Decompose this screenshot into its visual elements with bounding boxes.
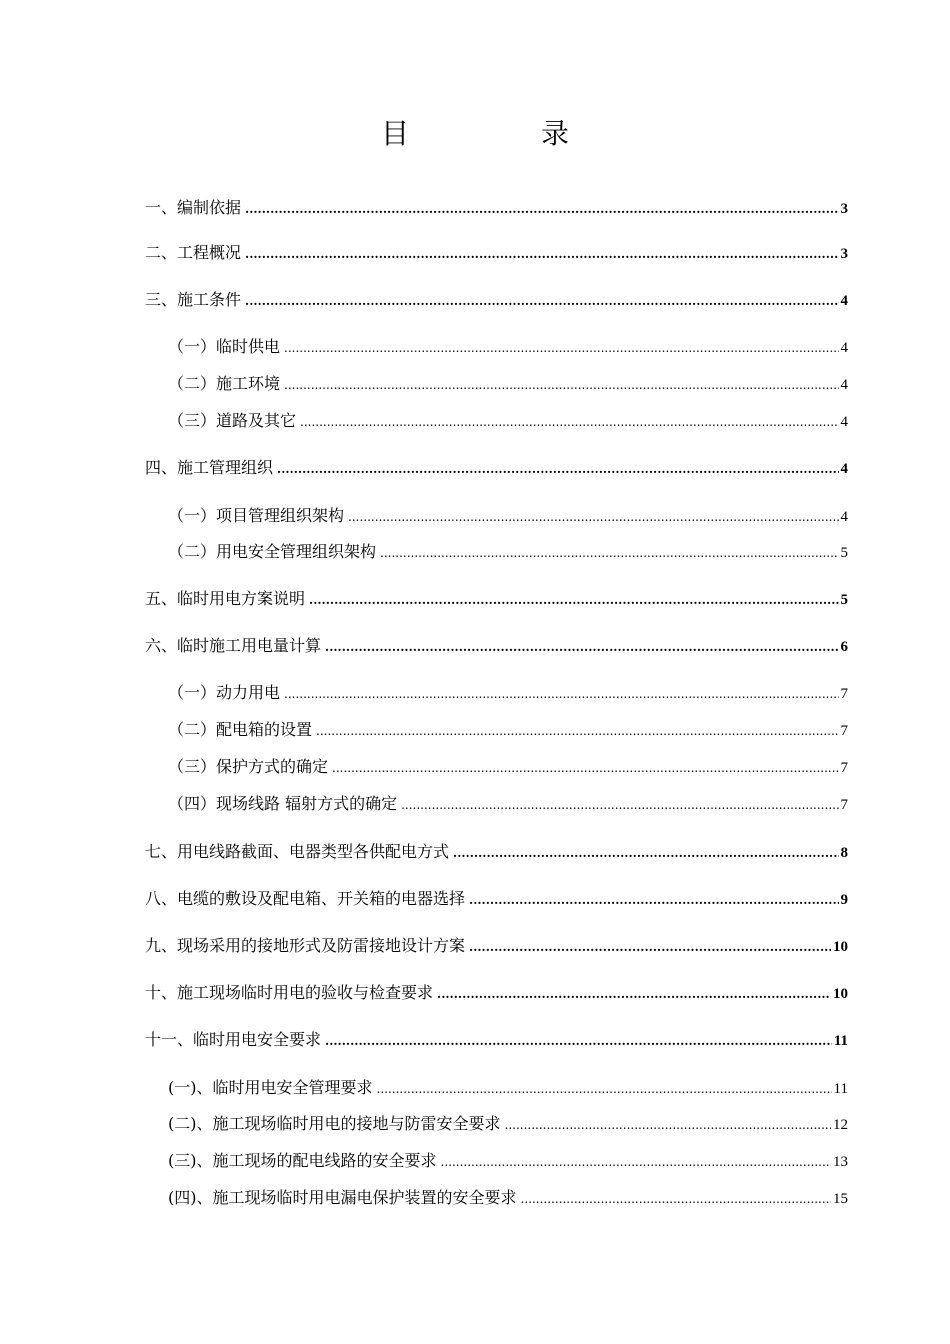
toc-dot-leader <box>401 794 838 816</box>
toc-entry-label: (三)、施工现场的配电线路的安全要求 <box>168 1151 437 1170</box>
toc-dot-leader <box>437 983 831 1005</box>
toc-subentry[interactable] <box>168 756 848 779</box>
toc-subentry[interactable] <box>168 1113 848 1136</box>
toc-page-number: 4 <box>840 461 848 477</box>
toc-page-number: 4 <box>840 414 848 430</box>
toc-dot-leader <box>377 1078 832 1100</box>
toc-subentry[interactable] <box>168 1077 848 1100</box>
toc-entry-label: 二、工程概况 <box>145 243 242 262</box>
toc-page-number: 7 <box>840 723 848 739</box>
toc-subentry[interactable] <box>168 336 848 359</box>
toc-entry-label: 七、用电线路截面、电器类型各供配电方式 <box>145 842 450 861</box>
toc-page-number: 4 <box>840 293 848 309</box>
toc-subentry[interactable] <box>168 541 848 564</box>
toc-page-number: 7 <box>840 760 848 776</box>
toc-dot-leader <box>469 936 831 958</box>
toc-dot-leader <box>325 1030 832 1052</box>
toc-page-number: 10 <box>833 939 848 955</box>
toc-dot-leader <box>469 889 838 911</box>
toc-dot-leader <box>348 506 838 528</box>
toc-page-number: 6 <box>840 639 848 655</box>
toc-dot-leader <box>245 198 838 220</box>
toc-entry-label: (二)、施工现场临时用电的接地与防雷安全要求 <box>168 1114 501 1133</box>
toc-dot-leader <box>380 542 838 564</box>
toc-page-number: 7 <box>840 686 848 702</box>
toc-entry-label: 八、电缆的敷设及配电箱、开关箱的电器选择 <box>145 889 466 908</box>
toc-page-number: 9 <box>840 892 848 908</box>
toc-entry[interactable] <box>145 242 848 265</box>
toc-dot-leader <box>332 757 838 779</box>
toc-entry-label: （四）现场线路 辐射方式的确定 <box>168 794 398 813</box>
toc-entry-label: （一）临时供电 <box>168 337 281 356</box>
toc-page-number: 4 <box>840 340 848 356</box>
toc-dot-leader <box>441 1151 832 1173</box>
toc-entry-label: 四、施工管理组织 <box>145 458 274 477</box>
toc-entry[interactable] <box>145 289 848 312</box>
toc-subentry[interactable] <box>168 1150 848 1173</box>
toc-dot-leader <box>505 1114 832 1136</box>
toc-entry[interactable] <box>145 888 848 911</box>
toc-dot-leader <box>309 589 838 611</box>
toc-dot-leader <box>245 243 838 265</box>
toc-entry-label: （三）保护方式的确定 <box>168 757 329 776</box>
toc-entry-label: 六、临时施工用电量计算 <box>145 636 322 655</box>
toc-entry[interactable] <box>145 935 848 958</box>
toc-page-number: 11 <box>833 1033 848 1049</box>
toc-page-number: 3 <box>840 246 848 262</box>
toc-page-number: 4 <box>840 509 848 525</box>
toc-page-number: 10 <box>833 986 848 1002</box>
toc-entry-label: 三、施工条件 <box>145 290 242 309</box>
toc-entry[interactable] <box>145 588 848 611</box>
toc-dot-leader <box>284 374 838 396</box>
toc-entry-label: 十一、临时用电安全要求 <box>145 1030 322 1049</box>
toc-entry-label: 九、现场采用的接地形式及防雷接地设计方案 <box>145 936 466 955</box>
toc-entry[interactable] <box>145 457 848 480</box>
toc-subentry[interactable] <box>168 410 848 433</box>
toc-entry-label: （二）施工环境 <box>168 374 281 393</box>
toc-entry[interactable] <box>145 1029 848 1052</box>
toc-dot-leader <box>316 720 838 742</box>
toc-page-number: 12 <box>833 1117 848 1133</box>
toc-entry[interactable] <box>145 197 848 220</box>
toc-dot-leader <box>284 337 838 359</box>
toc-entry-label: （二）配电箱的设置 <box>168 720 313 739</box>
toc-entry[interactable] <box>145 982 848 1005</box>
toc-entry[interactable] <box>145 635 848 658</box>
toc-dot-leader <box>325 636 838 658</box>
toc-dot-leader <box>284 683 838 705</box>
toc-page-number: 13 <box>833 1154 848 1170</box>
toc-subentry[interactable] <box>168 1187 848 1210</box>
page-title: 目 录 <box>380 117 621 150</box>
toc-page-number: 5 <box>840 545 848 561</box>
toc-subentry[interactable] <box>168 505 848 528</box>
toc-dot-leader <box>277 458 838 480</box>
toc-entry-label: （三）道路及其它 <box>168 411 297 430</box>
toc-entry-label: （一）动力用电 <box>168 683 281 702</box>
toc-dot-leader <box>245 290 838 312</box>
toc-entry-label: 一、编制依据 <box>145 198 242 217</box>
toc-entry-label: (四)、施工现场临时用电漏电保护装置的安全要求 <box>168 1188 517 1207</box>
toc-entry-label: （二）用电安全管理组织架构 <box>168 542 377 561</box>
toc-entry-label: 十、施工现场临时用电的验收与检查要求 <box>145 983 434 1002</box>
toc-entry-label: （一）项目管理组织架构 <box>168 506 345 525</box>
toc-dot-leader <box>521 1188 832 1210</box>
toc-dot-leader <box>300 411 838 433</box>
toc-entry-label: 五、临时用电方案说明 <box>145 589 306 608</box>
toc-subentry[interactable] <box>168 719 848 742</box>
toc-dot-leader <box>453 842 838 864</box>
toc-subentry[interactable] <box>168 682 848 705</box>
toc-page-number: 5 <box>840 592 848 608</box>
toc-page-number: 11 <box>833 1081 848 1097</box>
toc-page-number: 8 <box>840 845 848 861</box>
toc-page-number: 4 <box>840 377 848 393</box>
toc-entry[interactable] <box>145 841 848 864</box>
toc-page-number: 15 <box>833 1191 848 1207</box>
toc-page-number: 7 <box>840 797 848 813</box>
toc-entry-label: (一)、临时用电安全管理要求 <box>168 1078 373 1097</box>
toc-subentry[interactable] <box>168 793 848 816</box>
toc-page-number: 3 <box>840 201 848 217</box>
toc-subentry[interactable] <box>168 373 848 396</box>
